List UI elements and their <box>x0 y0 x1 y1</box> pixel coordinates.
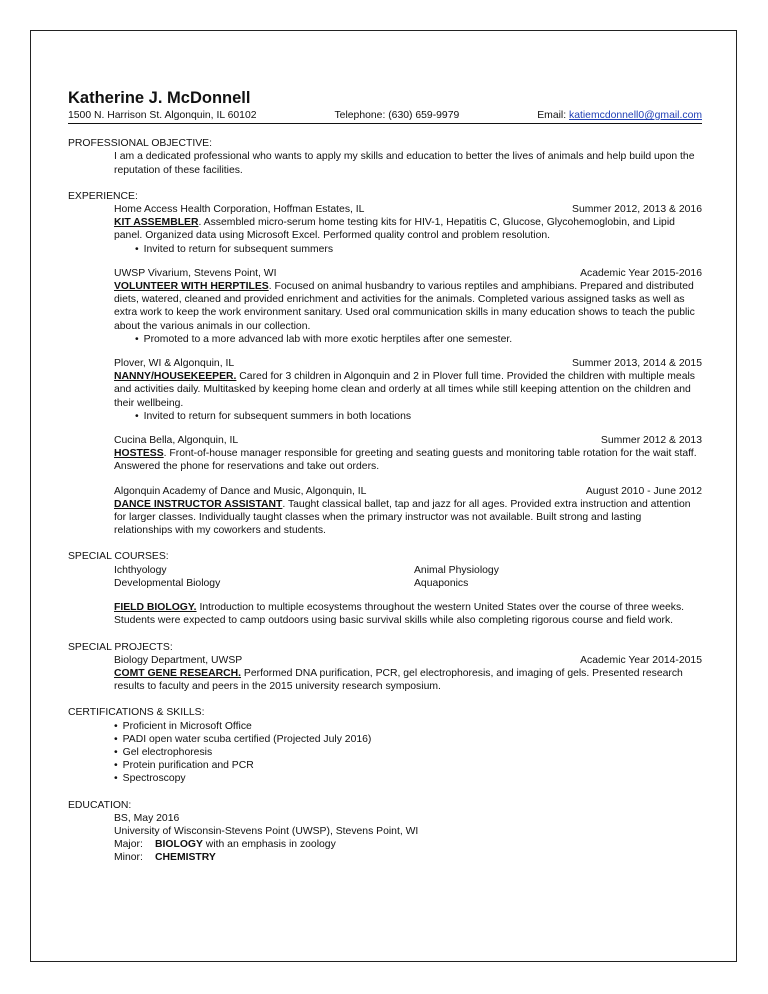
project-title: COMT GENE RESEARCH. <box>114 667 242 679</box>
job-org: Cucina Bella, Algonquin, IL <box>114 435 239 447</box>
job-description: KIT ASSEMBLER. Assembled micro-serum home testing kits for HIV-1, Hepatitis C, Glucose, Glycohemoglobin, and Lipid panel. Organized data using Microsoft Excel. Performed quality control and problem resolution. <box>114 217 675 242</box>
job-org: Plover, WI & Algonquin, IL <box>114 358 235 370</box>
project-org: Biology Department, UWSP <box>114 654 243 666</box>
job-title: NANNY/HOUSEKEEPER. <box>114 371 237 383</box>
job-description: HOSTESS. Front-of-house manager responsible for greeting and seating guests and monitoring table rotation for the wait staff. Answered the phone for reservations and take out orders. <box>114 448 697 473</box>
job-entry <box>114 485 702 538</box>
school: University of Wisconsin-Stevens Point (UWSP), Stevens Point, WI <box>114 825 419 837</box>
job-dates: Summer 2012 & 2013 <box>600 435 702 447</box>
courses-block <box>68 564 702 628</box>
job-title: HOSTESS <box>114 448 164 460</box>
job-entry <box>114 434 702 474</box>
major-note: with an emphasis in zoology <box>202 839 336 851</box>
job-bullets <box>114 410 702 423</box>
job-entry <box>114 267 702 346</box>
job-dates: August 2010 - June 2012 <box>585 485 702 497</box>
course-item: Animal Physiology <box>414 564 499 576</box>
job-dates: Academic Year 2015-2016 <box>580 267 702 279</box>
project-description: COMT GENE RESEARCH. Performed DNA purification, PCR, gel electrophoresis, and imaging of gels. Presented research results to faculty and peers in the 2015 university research symposium. <box>114 667 683 693</box>
job-description: DANCE INSTRUCTOR ASSISTANT. Taught classical ballet, tap and jazz for all ages. Provided extra instruction and attention for larger classes. Individually taught classes when the primary instructor was not available. Built strong and lasting relationships with my coworkers and students. <box>114 498 691 537</box>
education-block <box>68 812 702 865</box>
field-biology-description: FIELD BIOLOGY. Introduction to multiple ecosystems throughout the western United States over the course of three weeks. Students were expected to camp outdoors using basic survival skills while also completing rigorous course and field work. <box>114 602 685 627</box>
job-bullet: • Invited to return for subsequent summers <box>135 243 702 256</box>
skill-item: • Spectroscopy <box>114 772 702 785</box>
job-bullets <box>114 243 702 256</box>
skill-item: • Gel electrophoresis <box>114 746 702 759</box>
job-description: NANNY/HOUSEKEEPER. Cared for 3 children in Algonquin and 2 in Plover full time. Provided the children with multiple meals and activities daily. Multitasked by keeping home clean and orderly at all times while still keeping attention on the children and their wellbeing. <box>114 371 695 409</box>
objective-text: I am a dedicated professional who wants to apply my skills and education to better the lives of animals and help build upon the reputation of these facilities. <box>114 151 695 176</box>
job-org: UWSP Vivarium, Stevens Point, WI <box>114 267 277 279</box>
skills-heading: CERTIFICATIONS & SKILLS: <box>68 707 205 719</box>
job-dates: Summer 2013, 2014 & 2015 <box>572 358 702 370</box>
job-entry <box>114 357 702 423</box>
major-label: Major: <box>114 839 143 851</box>
address: 1500 N. Harrison St. Algonquin, IL 60102 <box>68 110 257 121</box>
job-description: VOLUNTEER WITH HERPTILES. Focused on animal husbandry to various reptiles and amphibians. Prepared and distributed diets, watered, cleaned and provided enrichment and activities for the animals. Completed various assigned tasks as well as extra work to keep the work environment sanitary. Used oral communication skills in many education shows to teach the public about the various animals in our collection. <box>114 281 695 332</box>
job-title: KIT ASSEMBLER <box>114 217 199 229</box>
telephone: Telephone: (630) 659-9979 <box>334 110 460 121</box>
job-bullet: • Promoted to a more advanced lab with more exotic herptiles after one semester. <box>135 333 702 346</box>
education-heading: EDUCATION: <box>68 799 132 811</box>
job-title: DANCE INSTRUCTOR ASSISTANT <box>114 498 283 510</box>
job-title: VOLUNTEER WITH HERPTILES <box>114 281 269 293</box>
candidate-name: Katherine J. McDonnell <box>68 89 251 107</box>
job-dates: Summer 2012, 2013 & 2016 <box>572 204 702 216</box>
minor-value: CHEMISTRY <box>155 852 216 864</box>
skills-list <box>114 720 702 786</box>
job-org: Algonquin Academy of Dance and Music, Algonquin, IL <box>114 485 367 497</box>
project-dates: Academic Year 2014-2015 <box>580 654 702 666</box>
skill-item: • PADI open water scuba certified (Projected July 2016) <box>114 733 702 746</box>
email-link[interactable]: katiemcdonnell0@gmail.com <box>569 110 702 121</box>
email-label: Email: <box>537 110 567 121</box>
job-org: Home Access Health Corporation, Hoffman Estates, IL <box>114 204 365 216</box>
resume-document <box>68 88 702 865</box>
skill-item: • Protein purification and PCR <box>114 759 702 772</box>
minor-row <box>114 851 702 864</box>
course-item: Aquaponics <box>414 577 469 589</box>
minor-label: Minor: <box>114 852 143 864</box>
skills-block <box>68 720 702 786</box>
skill-item: • Proficient in Microsoft Office <box>114 720 702 733</box>
objective-heading: PROFESSIONAL OBJECTIVE: <box>68 138 212 150</box>
job-bullets <box>114 333 702 346</box>
courses-heading: SPECIAL COURSES: <box>68 551 169 563</box>
field-biology-title: FIELD BIOLOGY. <box>114 602 197 614</box>
job-entry <box>114 203 702 256</box>
experience-list <box>68 203 702 537</box>
email-block <box>537 109 702 122</box>
projects-heading: SPECIAL PROJECTS: <box>68 641 173 653</box>
major-row <box>114 838 702 851</box>
courses-grid <box>114 564 702 590</box>
contact-row <box>68 109 702 124</box>
experience-heading: EXPERIENCE: <box>68 190 138 202</box>
projects-block <box>68 654 702 694</box>
course-item: Developmental Biology <box>114 577 221 589</box>
major-value: BIOLOGY <box>155 839 203 851</box>
degree: BS, May 2016 <box>114 812 180 824</box>
job-bullet: • Invited to return for subsequent summers in both locations <box>135 410 702 423</box>
course-item: Ichthyology <box>114 564 167 576</box>
